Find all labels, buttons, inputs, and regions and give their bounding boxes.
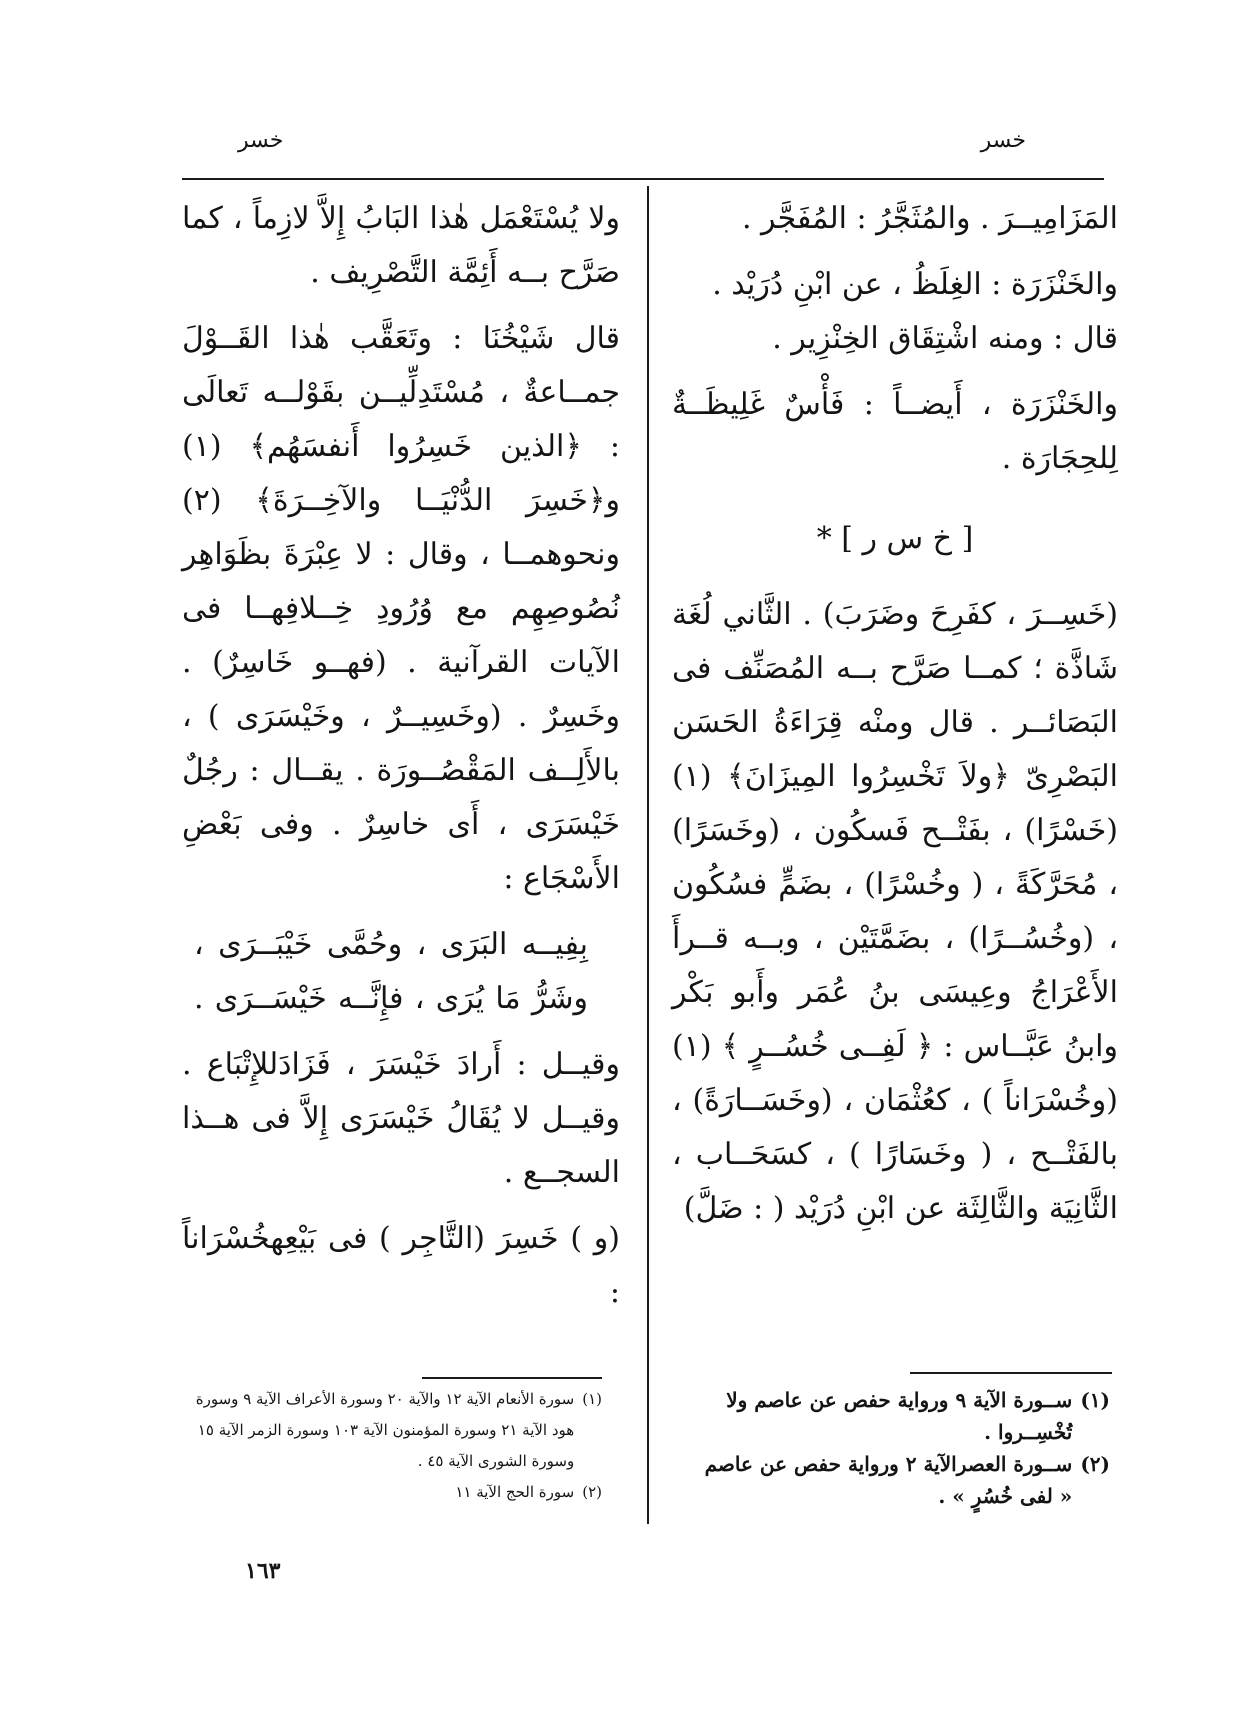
paragraph: المَزَامِيــرَ . والمُثَجَّرُ : المُفَجَّر . bbox=[741, 201, 1118, 236]
paragraph: وقيــل : أَرادَ خَيْسَرَ ، فَزَادَللإِتْبَاع . وقيــل لا يُقَالُ خَيْسَرَى إِلاَّ فى هــذا السجــع . bbox=[182, 1047, 620, 1190]
paragraph: والخَنْزَرَة ، أَيضــاً : فَأْسٌ غَلِيظَــةٌ لِلحِجَارَة . bbox=[672, 387, 1118, 476]
running-header-right: خسر bbox=[980, 128, 1026, 153]
column-divider bbox=[647, 186, 649, 1524]
footnote-rule-right bbox=[910, 1372, 1112, 1374]
footnote-text: سورة الأنعام الآية ١٢ والآية ٢٠ وسورة الأعراف الآية ٩ وسورة هود الآية ٢١ وسورة المؤمنون الآية ١٠٣ وسورة الزمر الآية ١٥ وسورة الشورى الآية ٤٥ . bbox=[195, 1390, 575, 1470]
paragraph: (و ) خَسِرَ (التَّاجِر ) فى بَيْعِهخُسْرَاناً : bbox=[182, 1221, 620, 1310]
footnote bbox=[686, 1448, 1110, 1512]
footnotes-left bbox=[182, 1384, 602, 1508]
verse-line: بِفِيــه البَرَى ، وحُمَّى خَيْبَــرَى ، bbox=[194, 927, 588, 962]
footnote bbox=[182, 1477, 602, 1508]
paragraph: قال شَيْخُنَا : وتَعَقَّب هٰذا القَــوْلَ جمــاعةٌ ، مُسْتَدِلِّيــن بقَوْلــه تَعالَى : ﴿الذين خَسِرُوا أَنفسَهُم﴾ (١) و﴿خَسِرَ الدُّنْيَــا والآخِــرَةَ﴾ (٢) ونحوهمــا ، وقال : لا عِبْرَةَ بظَوَاهِر نُصُوصِهِم مع وُرُودِ خِــلافِهــا فى الآيات القرآنية . (فهــو خَاسِرٌ) . وخَسِرٌ . (وخَسِيــرٌ ، وخَيْسَرَى ) ، بالأَلِــف المَقْصُــورَة . يقــال : رجُلٌ خَيْسَرَى ، أَى خاسِرٌ . وفى بَعْضِ الأَسْجَاع : bbox=[182, 321, 620, 896]
footnote-text: سورة الحج الآية ١١ bbox=[455, 1483, 575, 1501]
entry-heading: [ خ س ر ] * bbox=[816, 521, 974, 556]
left-column bbox=[182, 192, 620, 1332]
paragraph: ولا يُسْتَعْمَل هٰذا البَابُ إِلاَّ لازِماً ، كما صَرَّح بــه أَئِمَّة التَّصْرِيف . bbox=[182, 201, 620, 290]
paragraph: قال : ومنه اشْتِقَاق الخِنْزِير . bbox=[772, 321, 1118, 356]
verse bbox=[182, 918, 620, 1026]
footnote-text: ســورة العصرالآية ٢ ورواية حفص عن عاصم « لفى خُسُرٍ » . bbox=[704, 1452, 1073, 1508]
footnote-rule-left bbox=[422, 1377, 602, 1379]
entry-text: (خَسِــرَ ، كفَرِحَ وضَرَبَ) . الثَّاني لُغَة شَاذَّة ؛ كمــا صَرَّح بــه المُصَنِّف فى البَصَائــر . قال ومنْه قِرَاءَةُ الحَسَن البَصْرِىّ ﴿ولاَ تَخْسِرُوا المِيزَانَ﴾ (١) (خَسْرًا) ، بفَتْــح فَسكُون ، (وخَسَرًا) ، مُحَرَّكَةً ، ( وخُسْرًا) ، بضَمٍّ فسُكُون ، (وخُسُــرًا) ، بضَمَّتَيْن ، وبــه قــرأَ الأَعْرَاجُ وعِيسَى بنُ عُمَر وأَبو بَكْر وابنُ عَبَّــاس : ﴿ لَفِــى خُسُــرٍ ﴾ (١) (وخُسْرَاناً ) ، كعُثْمَان ، (وخَسَــارَةً) ، بالفَتْــح ، ( وخَسَارًا ) ، كسَحَــاب ، الثَّانِيَة والثَّالِثَة عن ابْنِ دُرَيْد ( : ضَلَّ) bbox=[672, 597, 1118, 1226]
footnote-number: (٢) bbox=[1080, 1452, 1110, 1476]
header-rule bbox=[182, 178, 1104, 180]
footnote-number: (١) bbox=[582, 1390, 602, 1408]
right-column bbox=[672, 192, 1118, 1248]
footnote-text: ســورة الآية ٩ ورواية حفص عن عاصم ولا تُخْسِــروا . bbox=[726, 1388, 1073, 1444]
verse-line: وشَرُّ مَا يُرَى ، فإِنَّــه خَيْسَــرَى . bbox=[194, 981, 588, 1016]
paragraph: والخَنْزَرَة : الغِلَظُ ، عن ابْنِ دُرَيْد . bbox=[712, 267, 1118, 302]
footnote-number: (١) bbox=[1080, 1388, 1110, 1412]
running-header-left: خسر bbox=[238, 128, 284, 153]
footnote bbox=[686, 1384, 1110, 1448]
footnote bbox=[182, 1384, 602, 1477]
page-number: ١٦٣ bbox=[245, 1558, 281, 1584]
footnotes-right bbox=[686, 1384, 1110, 1512]
footnote-number: (٢) bbox=[582, 1483, 602, 1501]
